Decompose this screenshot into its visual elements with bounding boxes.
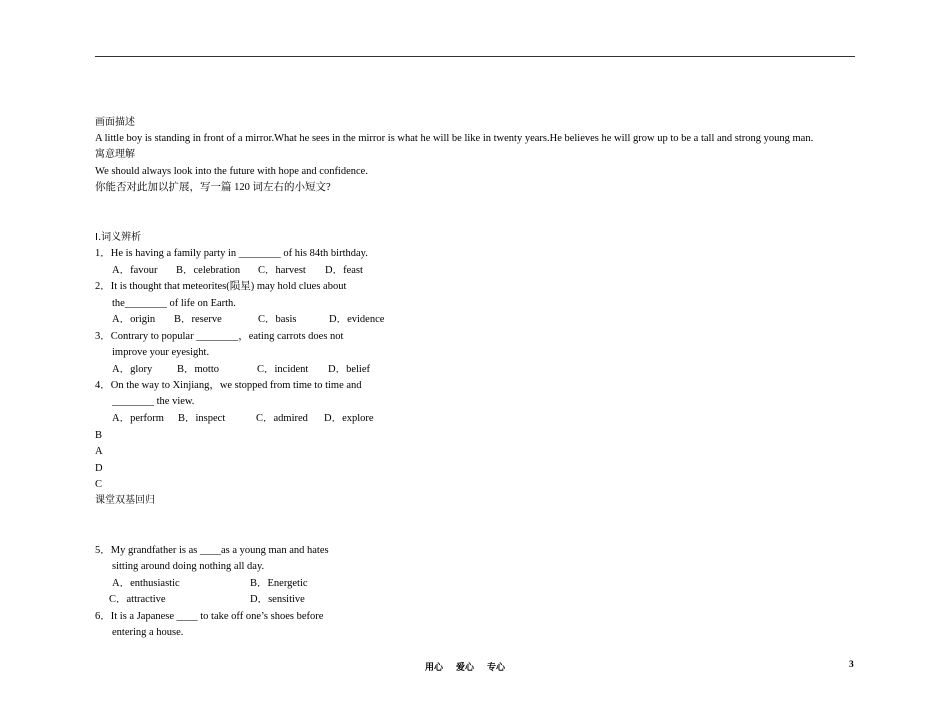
q5-option-a: A．enthusiastic — [112, 578, 180, 589]
q3-option-a: A．glory — [112, 364, 153, 375]
header-rule — [95, 56, 855, 57]
q5-option-b: B．Energetic — [250, 578, 308, 589]
question-2: 2．It is thought that meteorites(陨星) may hold clues about — [95, 281, 347, 292]
writing-prompt: 你能否对此加以扩展，写一篇 120 词左右的小短文? — [95, 182, 331, 193]
question-4: 4．On the way to Xinjiang，we stopped from time to time and — [95, 380, 362, 391]
q4-option-d: D．explore — [324, 413, 374, 424]
part2-heading: 课堂双基回归 — [95, 495, 155, 506]
q1-option-d: D．feast — [325, 265, 363, 276]
q1-option-c: C．harvest — [258, 265, 306, 276]
answer-4: C — [95, 479, 103, 490]
question-1: 1．He is having a family party in ________ of his 84th birthday. — [95, 248, 368, 259]
q4-option-b: B．inspect — [178, 413, 226, 424]
footer-item-2: 爱心 — [456, 663, 475, 673]
q1-option-a: A．favour — [112, 265, 158, 276]
q4-option-a: A．perform — [112, 413, 164, 424]
q3-option-c: C．incident — [257, 364, 309, 375]
q2-option-d: D．evidence — [329, 314, 385, 325]
question-6-cont: entering a house. — [112, 627, 184, 638]
question-3: 3．Contrary to popular ________，eating carrots does not — [95, 331, 344, 342]
q5-option-c: C．attractive — [109, 594, 166, 605]
q5-option-d: D．sensitive — [250, 594, 305, 605]
q3-option-b: B．motto — [177, 364, 220, 375]
meaning-text: We should always look into the future with hope and confidence. — [95, 166, 368, 177]
question-4-cont: ________ the view. — [112, 396, 195, 407]
q3-option-d: D．belief — [328, 364, 370, 375]
question-5-cont: sitting around doing nothing all day. — [112, 561, 265, 572]
page-number: 3 — [849, 660, 854, 670]
question-6: 6．It is a Japanese ____ to take off one’s shoes before — [95, 611, 324, 622]
q2-option-a: A．origin — [112, 314, 156, 325]
answer-3: D — [95, 463, 103, 474]
question-2-cont: the________ of life on Earth. — [112, 298, 236, 309]
answer-1: B — [95, 430, 103, 441]
part1-heading: Ⅰ.词义辨析 — [95, 232, 142, 243]
q2-option-b: B．reserve — [174, 314, 222, 325]
footer-item-1: 用心 — [425, 663, 444, 673]
picture-description-text: A little boy is standing in front of a mirror.What he sees in the mirror is what he will be like in twenty years.He believes he will grow up to be a tall and strong young man. — [95, 133, 814, 144]
q2-option-c: C．basis — [258, 314, 297, 325]
footer-item-3: 专心 — [487, 663, 506, 673]
q1-option-b: B．celebration — [176, 265, 241, 276]
answer-2: A — [95, 446, 103, 457]
q4-option-c: C．admired — [256, 413, 308, 424]
meaning-heading: 寓意理解 — [95, 149, 135, 160]
question-3-cont: improve your eyesight. — [112, 347, 210, 358]
picture-description-heading: 画面描述 — [95, 117, 135, 128]
question-5: 5．My grandfather is as ____as a young man and hates — [95, 545, 329, 556]
